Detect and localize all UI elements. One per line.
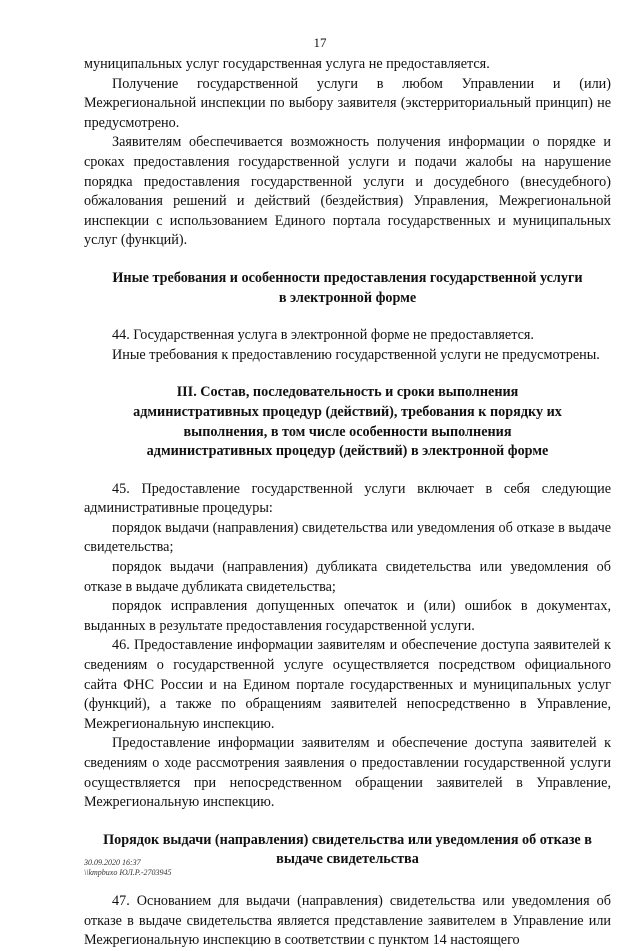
- heading-line: выполнения, в том числе особенности выполнения: [183, 423, 512, 440]
- paragraph: Иные требования к предоставлению государственной услуги не предусмотрены.: [112, 346, 600, 363]
- paragraph: муниципальных услуг государственная услуга не предоставляется.: [84, 56, 490, 72]
- paragraph: порядок выдачи (направления) дубликата свидетельства или уведомления об отказе в выдаче дубликата свидетельства;: [84, 559, 611, 595]
- heading-line: административных процедур (действий) в электронной форме: [146, 443, 549, 460]
- page-number: 17: [313, 35, 327, 50]
- heading-line: административных процедур (действий), требования к порядку их: [133, 403, 562, 420]
- paragraph: Получение государственной услуги в любом Управлении и (или) Межрегиональной инспекции по выбору заявителя (экстерриториальный принцип) не предусмотрено.: [84, 75, 611, 131]
- footer-file-path: \\kmpbuxo ЮЛ.Р.-2703945: [84, 868, 172, 877]
- paragraph: порядок исправления допущенных опечаток и (или) ошибок в документах, выданных в результате предоставления государственной услуги.: [84, 598, 611, 634]
- paragraph: 46. Предоставление информации заявителям и обеспечение доступа заявителей к сведениям о государственной услуге осуществляется посредством официального сайта ФНС России и на Едином портале государственных и муниципальных услуг (функций), а также по обращениям заявителей непосредственно в Управление, Межрегиональную инспекцию.: [84, 637, 611, 732]
- heading-line: Порядок выдачи (направления) свидетельства или уведомления об отказе в: [103, 831, 592, 848]
- heading-line: III. Состав, последовательность и сроки выполнения: [176, 384, 519, 401]
- paragraph: 45. Предоставление государственной услуги включает в себя следующие административные процедуры:: [84, 480, 611, 517]
- document-footer-stamp: [84, 858, 172, 878]
- heading-line: в электронной форме: [278, 289, 417, 306]
- section-heading: [84, 383, 611, 461]
- footer-timestamp: 30.09.2020 16:37: [84, 858, 141, 867]
- document-body: [84, 55, 611, 951]
- paragraph: порядок выдачи (направления) свидетельства или уведомления об отказе в выдаче свидетельства;: [84, 519, 611, 556]
- heading-line: Иные требования и особенности предоставления государственной услуги: [112, 269, 583, 286]
- paragraph: Предоставление информации заявителям и обеспечение доступа заявителей к сведениям о ходе рассмотрения заявления о предоставлении государственной услуги осуществляется при непосредственном обращении заявителей в Управление, Межрегиональную инспекцию.: [84, 735, 611, 811]
- section-heading: [84, 269, 611, 308]
- paragraph: Заявителям обеспечивается возможность получения информации о порядке и сроках предоставления государственной услуги и подачи жалобы на нарушение порядка предоставления государственной услуги и досудебного (внесудебного) обжалования решений и действий (бездействия) Управления, Межрегиональной инспекции с использованием Единого портала государственных и муниципальных услуг (функций).: [84, 134, 611, 249]
- heading-line: выдаче свидетельства: [276, 851, 419, 868]
- paragraph: 44. Государственная услуга в электронной форме не предоставляется.: [112, 327, 534, 344]
- paragraph: 47. Основанием для выдачи (направления) свидетельства или уведомления об отказе в выдаче свидетельства является представление заявителем в Управление или Межрегиональную инспекцию в соответствии с пунктом 14 настоящего: [84, 892, 611, 949]
